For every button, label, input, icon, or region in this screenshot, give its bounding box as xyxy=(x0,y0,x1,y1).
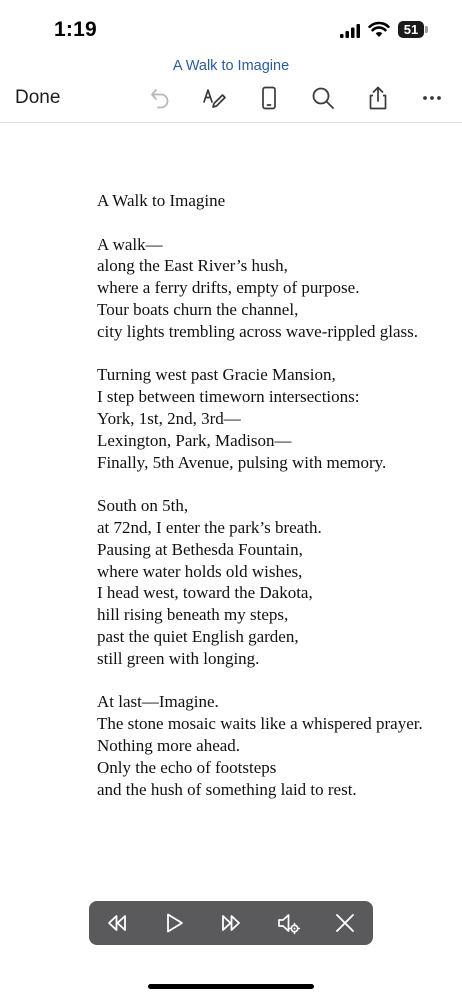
close-icon xyxy=(332,910,358,936)
play-button[interactable] xyxy=(157,906,191,940)
poem-line: at 72nd, I enter the park’s breath. xyxy=(97,517,322,537)
poem-line: past the quiet English garden, xyxy=(97,626,299,646)
share-icon xyxy=(365,85,391,111)
play-icon xyxy=(161,910,187,936)
toolbar-divider xyxy=(0,122,462,123)
voice-settings-icon xyxy=(275,910,301,936)
poem-line: Tour boats churn the channel, xyxy=(97,299,299,319)
rewind-button[interactable] xyxy=(100,906,134,940)
poem-line: along the East River’s hush, xyxy=(97,256,288,276)
poem-line: South on 5th, xyxy=(97,496,189,516)
share-button[interactable] xyxy=(362,82,394,114)
more-icon xyxy=(419,85,445,111)
search-icon xyxy=(310,85,336,111)
rewind-icon xyxy=(104,910,130,936)
poem-line: Lexington, Park, Madison— xyxy=(97,430,292,450)
draw-icon xyxy=(201,85,227,111)
poem-line: Only the echo of footsteps xyxy=(97,757,277,777)
poem-line: where a ferry drifts, empty of purpose. xyxy=(97,278,360,298)
poem-line: Pausing at Bethesda Fountain, xyxy=(97,539,303,559)
poem-line: I step between timeworn intersections: xyxy=(97,387,360,407)
battery-level: 51 xyxy=(403,22,419,37)
poem-line: Nothing more ahead. xyxy=(97,735,241,755)
stanza-2 xyxy=(97,364,462,473)
status-bar xyxy=(0,0,462,56)
poem-line: city lights trembling across wave-rippled glass. xyxy=(97,321,419,341)
battery-icon xyxy=(398,21,428,38)
poem-line: I head west, toward the Dakota, xyxy=(97,583,313,603)
fast-forward-button[interactable] xyxy=(214,906,248,940)
draw-button[interactable] xyxy=(198,82,230,114)
poem-line: still green with longing. xyxy=(97,648,260,668)
poem-line: York, 1st, 2nd, 3rd— xyxy=(97,408,241,428)
reading-view-button[interactable] xyxy=(253,82,285,114)
voice-settings-button[interactable] xyxy=(271,906,305,940)
poem-line: hill rising beneath my steps, xyxy=(97,605,289,625)
done-button[interactable]: Done xyxy=(15,87,61,108)
stanza-3 xyxy=(97,495,462,669)
poem-line: Finally, 5th Avenue, pulsing with memory. xyxy=(97,452,387,472)
search-button[interactable] xyxy=(307,82,339,114)
toolbar xyxy=(0,78,462,122)
status-time: 1:19 xyxy=(54,18,97,41)
fast-forward-icon xyxy=(218,910,244,936)
poem-title: A Walk to Imagine xyxy=(97,191,226,210)
stanza-4 xyxy=(97,691,462,800)
more-button[interactable] xyxy=(416,82,448,114)
poem-line: and the hush of something laid to rest. xyxy=(97,779,357,799)
poem-line: The stone mosaic waits like a whispered prayer. xyxy=(97,714,423,734)
document-body xyxy=(97,190,462,822)
wifi-icon xyxy=(368,20,390,38)
undo-icon xyxy=(147,85,173,111)
close-button[interactable] xyxy=(328,906,362,940)
home-indicator xyxy=(148,984,314,989)
poem-line: At last—Imagine. xyxy=(97,692,219,712)
poem-line: A walk— xyxy=(97,234,163,254)
playback-bar xyxy=(89,901,373,945)
stanza-1 xyxy=(97,234,462,343)
poem-line: Turning west past Gracie Mansion, xyxy=(97,365,336,385)
reading-view-icon xyxy=(256,85,282,111)
cellular-signal-icon xyxy=(340,24,360,38)
document-title: A Walk to Imagine xyxy=(172,58,290,74)
poem-line: where water holds old wishes, xyxy=(97,561,303,581)
undo-button[interactable] xyxy=(144,82,176,114)
